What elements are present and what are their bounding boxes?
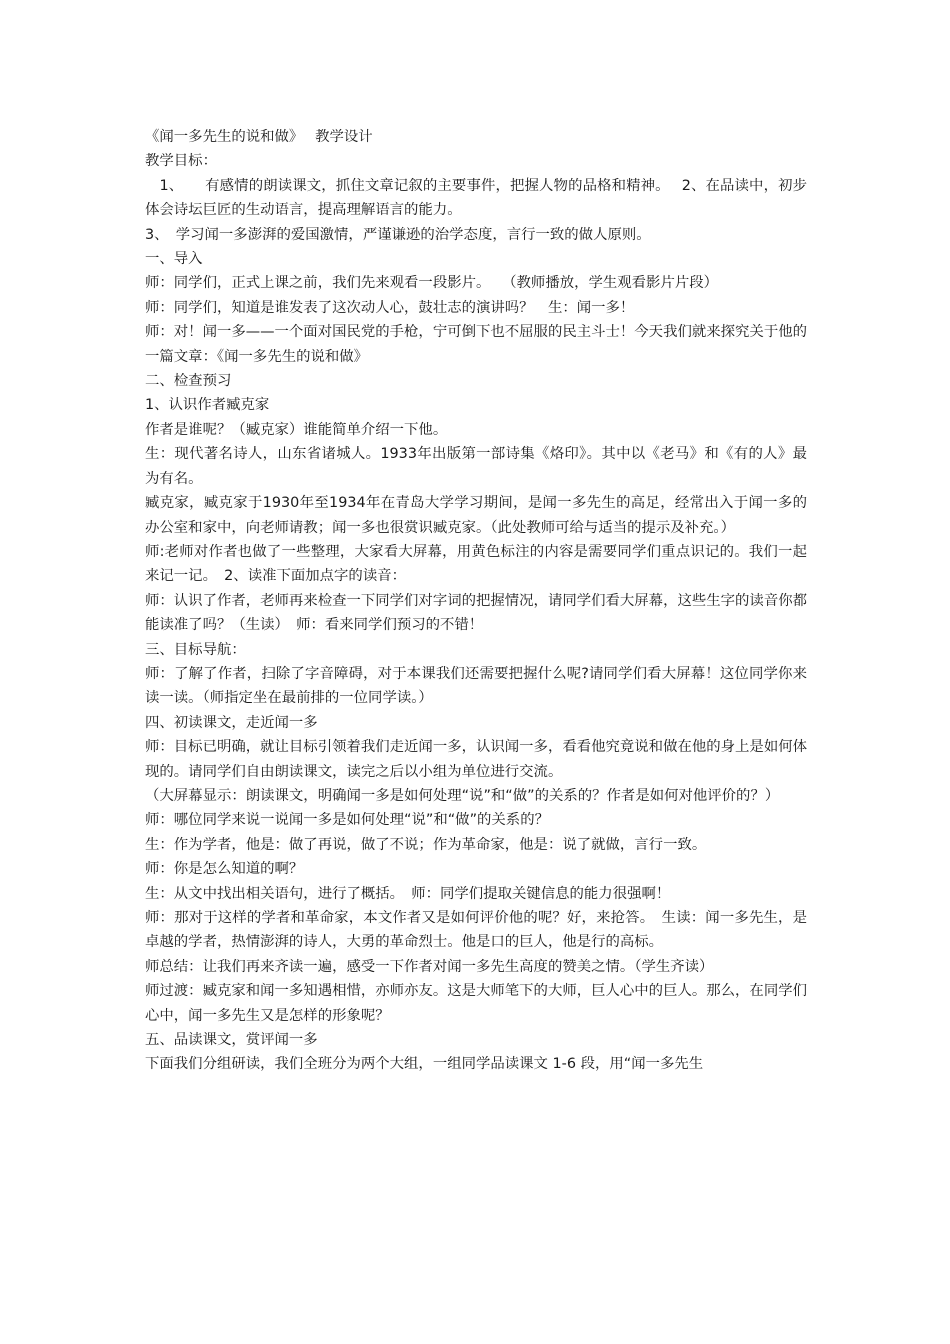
document-title: 《闻一多先生的说和做》 教学设计 [145, 129, 373, 145]
paragraph: （大屏幕显示：朗读课文，明确闻一多是如何处理“说”和“做”的关系的？作者是如何对他评价的？） [145, 787, 780, 804]
paragraph: 师：对！闻一多——一个面对国民党的手枪，宁可倒下也不屈服的民主斗士！今天我们就来探究关于他的一篇文章：《闻一多先生的说和做》 [145, 324, 807, 365]
section-heading-goals-nav: 三、目标导航： [145, 641, 246, 658]
paragraph: 师：认识了作者，老师再来检查一下同学们对字词的把握情况，请同学们看大屏幕，这些生字的读音你都能读准了吗？（生读） 师：看来同学们预习的不错！ [145, 592, 807, 634]
paragraph: 师：了解了作者，扫除了字音障碍，对于本课我们还需要把握什么呢?请同学们看大屏幕！这位同学你来读一读。（师指定坐在最前排的一位同学读。） [145, 665, 807, 707]
paragraph: 师：哪位同学来说一说闻一多是如何处理“说”和“做”的关系的？ [145, 812, 549, 829]
paragraph: 师：那对于这样的学者和革命家，本文作者又是如何评价他的呢？好，来抢答。 生读：闻一多先生，是卓越的学者，热情澎湃的诗人，大勇的革命烈士。他是口的巨人，他是行的高标。 [145, 910, 807, 951]
paragraph: 师：同学们，正式上课之前，我们先来观看一段影片。 （教师播放，学生观看影片片段） [145, 275, 719, 292]
paragraph: 生：从文中找出相关语句，进行了概括。 师：同学们提取关键信息的能力很强啊！ [145, 885, 671, 902]
paragraph: 师：同学们，知道是谁发表了这次动人心，鼓壮志的演讲吗？ 生：闻一多！ [145, 299, 635, 316]
teaching-goals-heading: 教学目标： [145, 153, 217, 170]
section-heading-close-read: 五、品读课文，赏评闻一多 [145, 1032, 318, 1049]
document-body [145, 125, 807, 1077]
section-heading-preview: 二、检查预习 [145, 373, 232, 390]
paragraph: 师过渡：臧克家和闻一多知遇相惜，亦师亦友。这是大师笔下的大师，巨人心中的巨人。那么，在同学们心中，闻一多先生又是怎样的形象呢？ [145, 983, 807, 1024]
goal-3: 3、 学习闻一多澎湃的爱国激情，严谨谦逊的治学态度，言行一致的做人原则。 [145, 226, 651, 243]
paragraph: 师：你是怎么知道的啊？ [145, 861, 304, 878]
goal-1-2: 1、 有感情的朗读课文，抓住文章记叙的主要事件，把握人物的品格和精神。 2、在品读中，初步体会诗坛巨匠的生动语言，提高理解语言的能力。 [145, 177, 807, 219]
paragraph: 生：现代著名诗人，山东省诸城人。1933年出版第一部诗集《烙印》。其中以《老马》和《有的人》最为有名。 [145, 446, 807, 487]
section-heading-intro: 一、导入 [145, 251, 203, 268]
paragraph: 作者是谁呢？（臧克家）谁能简单介绍一下他。 [145, 421, 448, 438]
paragraph: 臧克家，臧克家于1930年至1934年在青岛大学学习期间，是闻一多先生的高足，经常出入于闻一多的办公室和家中，向老师请教；闻一多也很赏识臧克家。（此处教师可给与适当的提示及补充。） [145, 495, 807, 536]
subheading: 1、认识作者臧克家 [145, 397, 270, 414]
paragraph: 生：作为学者，他是：做了再说，做了不说；作为革命家，他是：说了就做，言行一致。 [145, 836, 707, 853]
paragraph: 下面我们分组研读，我们全班分为两个大组，一组同学品读课文 1-6 段，用“闻一多先生 [145, 1056, 704, 1073]
paragraph: 师:老师对作者也做了一些整理，大家看大屏幕，用黄色标注的内容是需要同学们重点识记的。我们一起来记一记。 2、读准下面加点字的读音： [145, 543, 807, 585]
paragraph: 师总结：让我们再来齐读一遍，感受一下作者对闻一多先生高度的赞美之情。（学生齐读） [145, 958, 714, 975]
section-heading-first-read: 四、初读课文，走近闻一多 [145, 714, 318, 731]
paragraph: 师：目标已明确，就让目标引领着我们走近闻一多，认识闻一多，看看他究竟说和做在他的身上是如何体现的。请同学们自由朗读课文，读完之后以小组为单位进行交流。 [145, 739, 807, 780]
